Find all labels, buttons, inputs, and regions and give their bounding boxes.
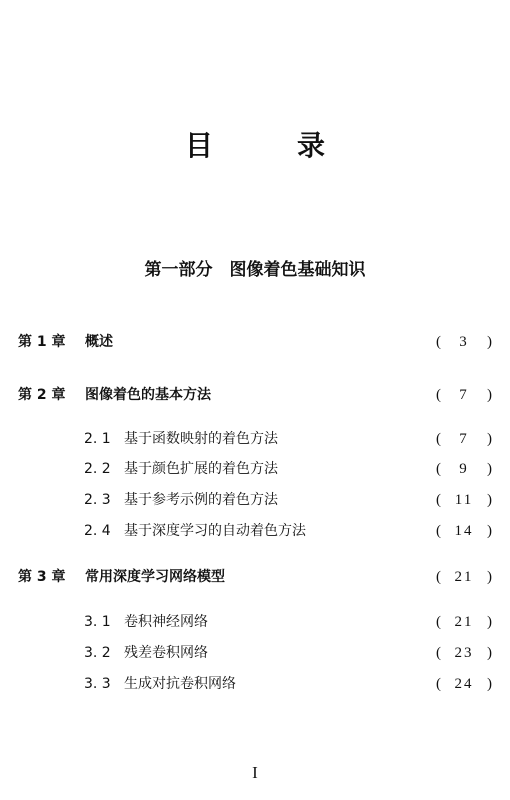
page-ref: ( 11 ): [436, 489, 492, 511]
dot-leader: [217, 384, 430, 406]
toc-entry-chapter-1[interactable]: [18, 331, 492, 353]
chapter-title: 概述: [85, 334, 113, 350]
toc-entry-chapter-3[interactable]: [18, 566, 492, 588]
page-number: 23: [454, 645, 474, 661]
section-title: 生成对抗卷积网络: [124, 676, 236, 692]
section-number: 3. 2: [84, 645, 111, 661]
page-ref: ( 14 ): [436, 520, 492, 542]
section-title: 基于函数映射的着色方法: [124, 431, 278, 447]
dot-leader: [119, 331, 430, 353]
section-title: 基于参考示例的着色方法: [124, 492, 278, 508]
dot-leader: [284, 489, 430, 511]
section-title: 残差卷积网络: [124, 645, 208, 661]
chapter-number: 第 3 章: [18, 569, 66, 585]
page-number: 9: [459, 461, 469, 477]
page-number: 11: [454, 492, 474, 508]
page-ref: ( 21 ): [436, 566, 492, 588]
section-number: 3. 3: [84, 676, 111, 692]
page-ref: ( 9 ): [436, 458, 492, 480]
dot-leader: [284, 428, 430, 450]
toc-entry-section-2-1[interactable]: [84, 428, 492, 450]
section-number: 2. 1: [84, 431, 111, 447]
section-title: 基于颜色扩展的着色方法: [124, 461, 278, 477]
section-number: 2. 3: [84, 492, 111, 508]
section-number: 2. 2: [84, 461, 111, 477]
page-number: 3: [459, 334, 469, 350]
footer-page-number: I: [252, 763, 258, 782]
page-ref: ( 7 ): [436, 428, 492, 450]
toc-entry-section-3-2[interactable]: [84, 642, 492, 664]
toc-entry-chapter-2[interactable]: [18, 384, 492, 406]
section-title: 卷积神经网络: [124, 614, 208, 630]
toc-entry-section-3-1[interactable]: [84, 611, 492, 633]
page-ref: ( 21 ): [436, 611, 492, 633]
toc-entry-section-2-3[interactable]: [84, 489, 492, 511]
dot-leader: [214, 642, 430, 664]
dot-leader: [312, 520, 430, 542]
dot-leader: [214, 611, 430, 633]
page-ref: ( 24 ): [436, 673, 492, 695]
toc-entry-section-2-4[interactable]: [84, 520, 492, 542]
page-ref: ( 7 ): [436, 384, 492, 406]
chapter-title: 图像着色的基本方法: [85, 387, 211, 403]
page-number: 14: [454, 523, 474, 539]
section-number: 3. 1: [84, 614, 111, 630]
toc-entry-section-3-3[interactable]: [84, 673, 492, 695]
dot-leader: [242, 673, 430, 695]
page-number: 7: [459, 387, 469, 403]
page-title: 目 录: [184, 129, 353, 162]
toc-entry-section-2-2[interactable]: [84, 458, 492, 480]
chapter-number: 第 1 章: [18, 334, 66, 350]
page-number: 7: [459, 431, 469, 447]
page-number: 21: [454, 569, 474, 585]
part-title: 第一部分 图像着色基础知识: [144, 260, 366, 280]
section-number: 2. 4: [84, 523, 111, 539]
chapter-number: 第 2 章: [18, 387, 66, 403]
section-title: 基于深度学习的自动着色方法: [124, 523, 306, 539]
chapter-title: 常用深度学习网络模型: [85, 569, 225, 585]
page-number: 21: [454, 614, 474, 630]
dot-leader: [231, 566, 430, 588]
page-ref: ( 3 ): [436, 331, 492, 353]
dot-leader: [284, 458, 430, 480]
page-number: 24: [454, 676, 474, 692]
page-ref: ( 23 ): [436, 642, 492, 664]
